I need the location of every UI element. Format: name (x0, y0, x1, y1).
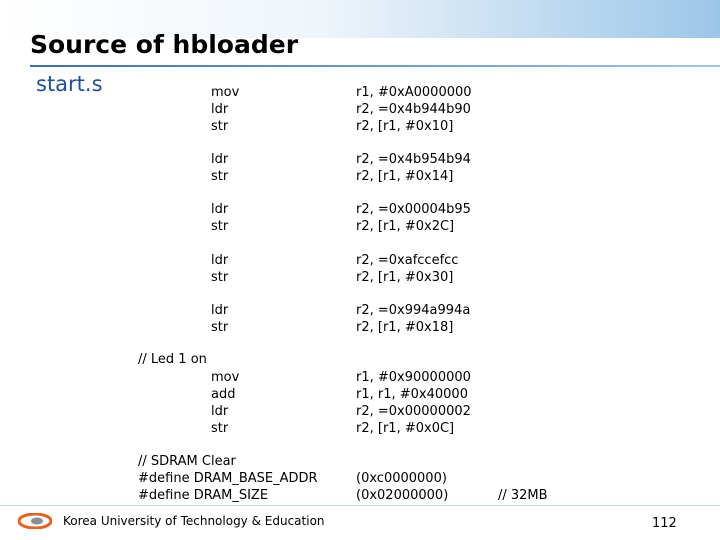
code-block-6-operands (356, 369, 471, 437)
code-operand: r2, =0x00000002 (356, 404, 471, 419)
code-operand: r2, [r1, #0x18] (356, 320, 454, 335)
code-operand: r2, =0x00004b95 (356, 202, 471, 217)
code-block-2-instructions (211, 151, 228, 185)
code-block-4-operands (356, 252, 458, 286)
code-instr: ldr (211, 253, 229, 268)
slide-title: Source of hbloader (30, 30, 299, 59)
code-operand: r2, =0xafccefcc (356, 253, 459, 268)
code-instr: mov (211, 370, 240, 385)
code-instr: ldr (211, 152, 229, 167)
code-operand: r2, [r1, #0x2C] (356, 219, 455, 234)
code-block-3-operands (356, 201, 471, 235)
code-block-1-instructions (211, 84, 239, 135)
code-comment-sdram: // SDRAM Clear (138, 454, 236, 469)
code-operand: r2, [r1, #0x30] (356, 270, 454, 285)
title-underline (30, 65, 720, 67)
code-block-3-instructions (211, 201, 228, 235)
footer-institution: Korea University of Technology & Education (63, 514, 325, 528)
code-block-5-instructions (211, 302, 228, 336)
code-block-7-values (356, 470, 448, 504)
code-block-5-operands (356, 302, 470, 336)
code-trailing-comment: // 32MB (498, 488, 548, 503)
code-instr: ldr (211, 202, 229, 217)
university-logo-icon (18, 513, 52, 529)
footer-divider (0, 505, 720, 506)
code-operand: r2, [r1, #0x0C] (356, 421, 455, 436)
code-instr: str (211, 169, 229, 184)
code-operand: r1, #0xA0000000 (356, 85, 472, 100)
code-instr: str (211, 421, 229, 436)
code-block-4-instructions (211, 252, 228, 286)
code-instr: add (211, 387, 236, 402)
code-instr: str (211, 320, 229, 335)
code-operand: r2, =0x994a994a (356, 303, 471, 318)
code-define: #define DRAM_BASE_ADDR (138, 471, 318, 486)
code-instr: str (211, 219, 229, 234)
code-operand: r2, [r1, #0x14] (356, 169, 454, 184)
code-instr: ldr (211, 303, 229, 318)
code-define: #define DRAM_SIZE (138, 488, 269, 503)
code-define-value: (0x02000000) (356, 488, 449, 503)
code-instr: ldr (211, 102, 229, 117)
code-instr: str (211, 270, 229, 285)
code-operand: r1, #0x90000000 (356, 370, 471, 385)
code-instr: str (211, 119, 229, 134)
code-operand: r2, =0x4b944b90 (356, 102, 471, 117)
code-operand: r2, [r1, #0x10] (356, 119, 454, 134)
code-instr: ldr (211, 404, 229, 419)
code-operand: r1, r1, #0x40000 (356, 387, 468, 402)
code-define-value: (0xc0000000) (356, 471, 447, 486)
code-operand: r2, =0x4b954b94 (356, 152, 471, 167)
code-comment-led: // Led 1 on (138, 352, 207, 367)
code-block-7-defines (138, 453, 318, 504)
code-instr: mov (211, 85, 240, 100)
slide-subtitle: start.s (36, 72, 103, 96)
code-block-6-instructions (211, 369, 239, 437)
code-block-1-operands (356, 84, 472, 135)
page-number: 112 (652, 516, 677, 531)
code-block-2-operands (356, 151, 471, 185)
